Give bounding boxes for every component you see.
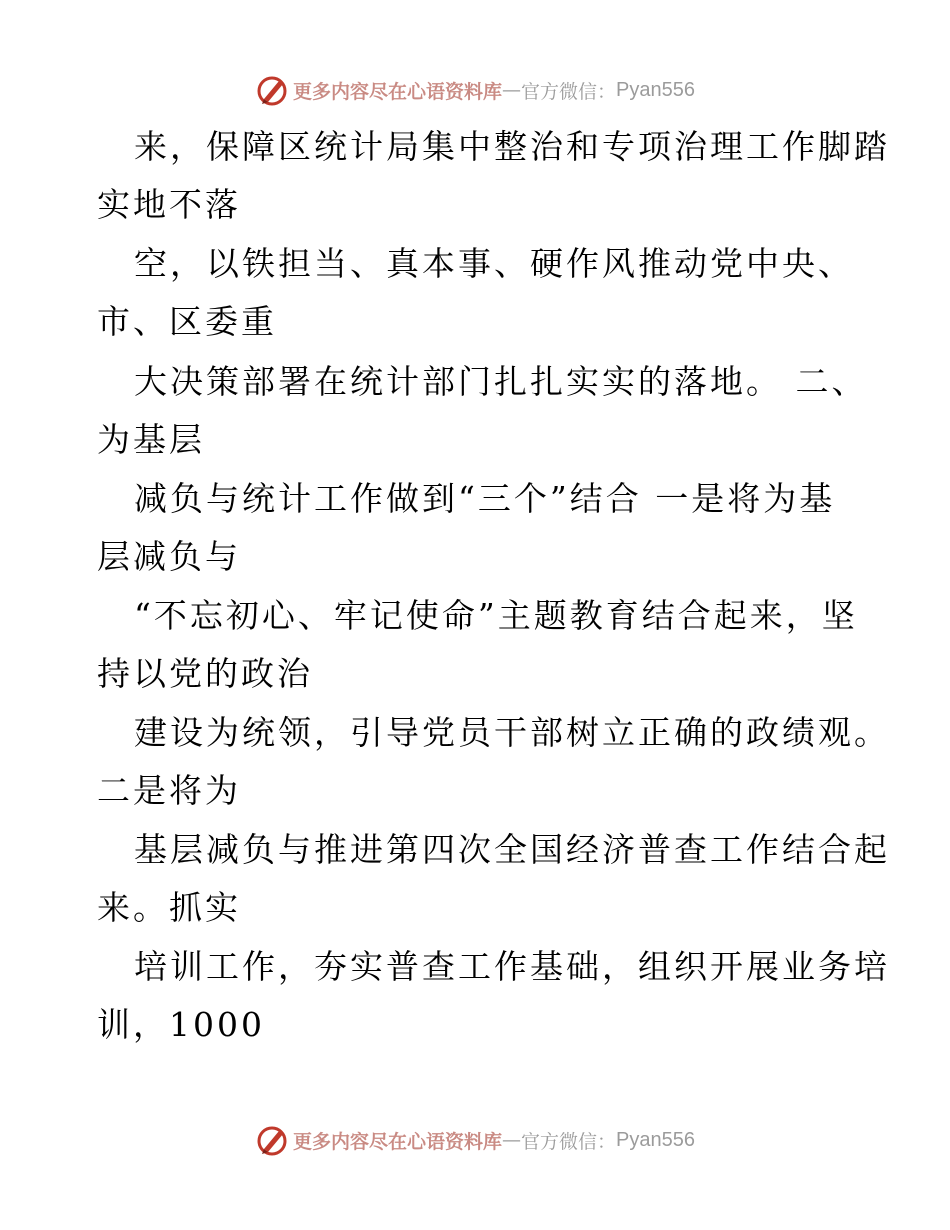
banner-wechat-label: 官方微信： bbox=[521, 80, 617, 103]
banner-wechat-id: Pyan556 bbox=[616, 1128, 695, 1151]
text-line: 二是将为 bbox=[97, 771, 241, 810]
banner-title: 更多内容尽在心语资料库 bbox=[293, 1130, 503, 1153]
banner-separator: — bbox=[502, 79, 522, 101]
pen-logo-icon bbox=[255, 1123, 289, 1157]
text-line: 训，1000 bbox=[97, 1005, 265, 1044]
text-line: 大决策部署在统计部门扎扎实实的落地。 二、 bbox=[134, 362, 868, 401]
text-line: 建设为统领，引导党员干部树立正确的政绩观。 bbox=[134, 713, 890, 752]
text-line: 市、区委重 bbox=[97, 302, 277, 341]
text-line: 基层减负与推进第四次全国经济普查工作结合起 bbox=[134, 830, 890, 869]
banner-wechat-id: Pyan556 bbox=[616, 78, 695, 101]
text-line: 来，保障区统计局集中整治和专项治理工作脚踏 bbox=[134, 127, 890, 166]
pen-logo-icon bbox=[255, 73, 289, 107]
text-line: “不忘初心、牢记使命”主题教育结合起来，坚 bbox=[134, 596, 858, 635]
header-banner bbox=[0, 70, 950, 110]
text-line: 来。抓实 bbox=[97, 888, 241, 927]
text-line: 层减负与 bbox=[97, 537, 241, 576]
text-line: 持以党的政治 bbox=[97, 654, 313, 693]
banner-title: 更多内容尽在心语资料库 bbox=[293, 80, 503, 103]
footer-banner bbox=[0, 1120, 950, 1160]
text-line: 培训工作，夯实普查工作基础，组织开展业务培 bbox=[134, 947, 890, 986]
text-line: 空，以铁担当、真本事、硬作风推动党中央、 bbox=[134, 244, 854, 283]
text-line: 实地不落 bbox=[97, 185, 241, 224]
text-line: 减负与统计工作做到“三个”结合 一是将为基 bbox=[134, 479, 836, 518]
banner-separator: — bbox=[502, 1129, 522, 1151]
banner-wechat-label: 官方微信： bbox=[521, 1130, 617, 1153]
text-line: 为基层 bbox=[97, 420, 205, 459]
